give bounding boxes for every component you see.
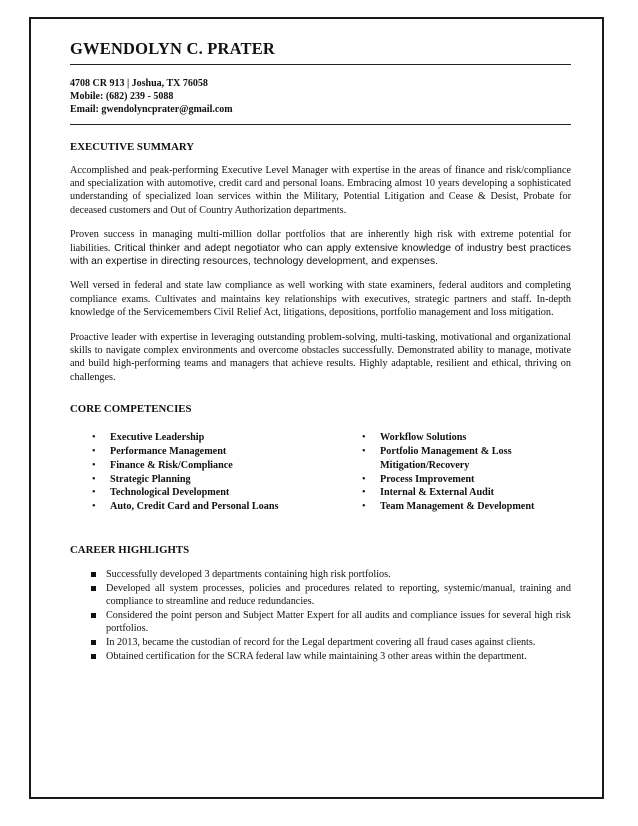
email: Email: gwendolyncprater@gmail.com [70, 104, 233, 116]
summary-paragraph-2 [70, 228, 571, 268]
summary-paragraph-1: Accomplished and peak-performing Executive Level Manager with expertise in the areas of finance and risk/compliance and specialization with automotive, credit card and personal loans. Embracing almost 10 years developing a sophisticated understanding of specialized loan services within the Military, Potential Litigation and Cease & Desist, Probate for deceased customers and Out of Country Authorization departments. [70, 164, 571, 216]
career-highlights-list [70, 568, 571, 663]
competency-item: • Performance Management [92, 445, 340, 459]
competency-item: • Auto, Credit Card and Personal Loans [92, 500, 340, 514]
summary-paragraph-2-part-2: Critical thinker and adept negotiator who can apply extensive knowledge of industry best practices with an expertise in directing resources, technology development, and expenses. [70, 242, 571, 268]
summary-paragraph-2-part-1: Proven success in managing multi-million dollar portfolios that are inherently high risk with extreme potential for liabilities. [70, 229, 571, 254]
core-competencies-heading: CORE COMPETENCIES [70, 403, 192, 416]
address: 4708 CR 913 | Joshua, TX 76058 [70, 78, 208, 89]
highlight-text: Developed all system processes, policies and procedures related to reporting, systemic/manual, training and compliance to streamline and reduce redundancies. [106, 583, 571, 608]
competency-item: • Finance & Risk/Compliance [92, 459, 340, 473]
mobile-phone: Mobile: (682) 239 - 5088 [70, 91, 174, 103]
highlight-item [70, 582, 571, 608]
resume-content [70, 39, 571, 664]
contact-block [70, 77, 571, 117]
competency-item: • Workflow Solutions [362, 431, 562, 445]
competencies-right-column [362, 431, 562, 514]
resume-page [29, 17, 604, 799]
competency-item: • Team Management & Development [362, 500, 562, 514]
career-highlights-heading: CAREER HIGHLIGHTS [70, 544, 190, 557]
summary-paragraph-3: Well versed in federal and state law compliance as well working with state examiners, federal auditors and completing compliance exams. Cultivates and maintains key relationships with executives, strategic partners and staff. In-depth knowledge of the Servicemembers Civil Relief Act, litigations, depositions, portfolio management and loss mitigation. [70, 280, 571, 319]
highlight-item [70, 650, 571, 663]
square-bullet-icon [91, 613, 96, 618]
square-bullet-icon [91, 654, 96, 659]
executive-summary-heading: EXECUTIVE SUMMARY [70, 140, 195, 153]
competency-item: • Portfolio Management & Loss Mitigation/Recovery [362, 445, 562, 473]
square-bullet-icon [91, 572, 96, 577]
competency-item: • Technological Development [92, 486, 340, 500]
square-bullet-icon [91, 640, 96, 645]
competency-item: • Strategic Planning [92, 473, 340, 487]
competency-item: • Internal & External Audit [362, 486, 562, 500]
highlight-text: Successfully developed 3 departments containing high risk portfolios. [106, 569, 391, 581]
competency-item: • Executive Leadership [92, 431, 340, 445]
competencies-list [70, 431, 571, 514]
highlight-text: In 2013, became the custodian of record for the Legal department covering all fraud cases against clients. [106, 637, 536, 649]
highlight-item [70, 568, 571, 581]
summary-paragraph-4: Proactive leader with expertise in leveraging outstanding problem-solving, multi-tasking, motivational and organizational skills to navigate complex environments and overcome obstacles successfully. Demonstrated ability to manage, motivate and build high-performing teams and managers that achieve results. Highly adaptable, resilient and ethical, thriving on challenges. [70, 331, 571, 383]
highlight-text: Considered the point person and Subject Matter Expert for all audits and compliance issues for several high risk portfolios. [106, 610, 571, 635]
competencies-left-column [92, 431, 340, 514]
highlight-text: Obtained certification for the SCRA federal law while maintaining 3 other areas within the department. [106, 651, 527, 663]
highlight-item [70, 636, 571, 649]
competency-item: • Process Improvement [362, 473, 562, 487]
highlight-item [70, 609, 571, 635]
header-divider [70, 124, 571, 125]
square-bullet-icon [91, 586, 96, 591]
candidate-name: GWENDOLYN C. PRATER [70, 39, 571, 65]
